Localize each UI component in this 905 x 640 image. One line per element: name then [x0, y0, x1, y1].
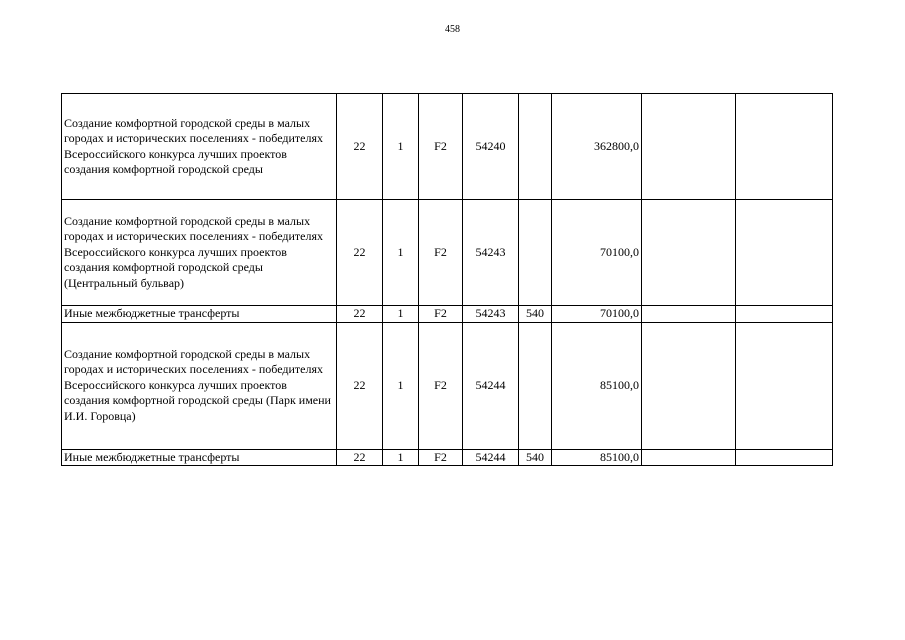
page-number: 458 — [445, 24, 460, 35]
empty-cell — [736, 322, 833, 449]
code-program: 22 — [337, 322, 383, 449]
table-row — [62, 306, 833, 323]
empty-cell — [736, 306, 833, 323]
amount-cell: 70100,0 — [552, 200, 642, 306]
empty-cell — [736, 200, 833, 306]
code-direction: 54243 — [463, 306, 519, 323]
code-project: F2 — [419, 322, 463, 449]
code-expense-type — [519, 200, 552, 306]
code-expense-type: 540 — [519, 449, 552, 466]
row-name: Создание комфортной городской среды в малых городах и исторических поселениях - победителях Всероссийского конкурса лучших проектов создания комфортной городской среды (Центральный бульвар) — [62, 200, 337, 306]
code-program: 22 — [337, 200, 383, 306]
row-name: Создание комфортной городской среды в малых городах и исторических поселениях - победителях Всероссийского конкурса лучших проектов создания комфортной городской среды (Парк имени И.И. Горовца) — [62, 322, 337, 449]
row-name: Иные межбюджетные трансферты — [62, 306, 337, 323]
row-name: Иные межбюджетные трансферты — [62, 449, 337, 466]
code-expense-type — [519, 94, 552, 200]
code-project: F2 — [419, 200, 463, 306]
code-expense-type: 540 — [519, 306, 552, 323]
empty-cell — [642, 322, 736, 449]
row-name: Создание комфортной городской среды в малых городах и исторических поселениях - победителях Всероссийского конкурса лучших проектов создания комфортной городской среды — [62, 94, 337, 200]
code-program: 22 — [337, 306, 383, 323]
amount-cell: 70100,0 — [552, 306, 642, 323]
amount-cell: 85100,0 — [552, 322, 642, 449]
table-row — [62, 322, 833, 449]
code-program: 22 — [337, 449, 383, 466]
table-row — [62, 94, 833, 200]
empty-cell — [642, 306, 736, 323]
empty-cell — [642, 200, 736, 306]
empty-cell — [642, 449, 736, 466]
table-row — [62, 449, 833, 466]
code-subprogram: 1 — [383, 322, 419, 449]
budget-table — [61, 93, 833, 466]
code-project: F2 — [419, 449, 463, 466]
code-project: F2 — [419, 94, 463, 200]
code-direction: 54240 — [463, 94, 519, 200]
table-row — [62, 200, 833, 306]
code-subprogram: 1 — [383, 306, 419, 323]
code-direction: 54244 — [463, 322, 519, 449]
empty-cell — [642, 94, 736, 200]
code-subprogram: 1 — [383, 200, 419, 306]
code-subprogram: 1 — [383, 449, 419, 466]
empty-cell — [736, 449, 833, 466]
empty-cell — [736, 94, 833, 200]
code-project: F2 — [419, 306, 463, 323]
code-expense-type — [519, 322, 552, 449]
code-direction: 54243 — [463, 200, 519, 306]
code-program: 22 — [337, 94, 383, 200]
code-subprogram: 1 — [383, 94, 419, 200]
amount-cell: 85100,0 — [552, 449, 642, 466]
code-direction: 54244 — [463, 449, 519, 466]
amount-cell: 362800,0 — [552, 94, 642, 200]
